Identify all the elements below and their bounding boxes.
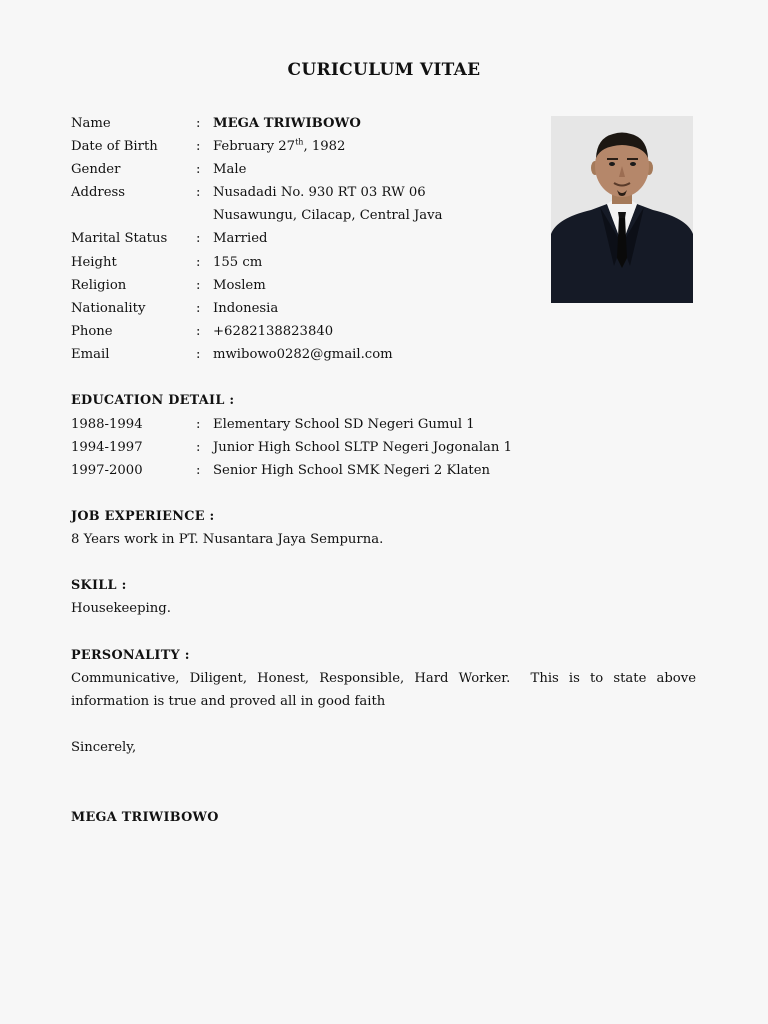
- email-value: mwibowo0282@gmail.com: [213, 347, 393, 362]
- separator: :: [196, 255, 201, 270]
- separator: :: [196, 324, 201, 339]
- education-heading: EDUCATION DETAIL :: [71, 393, 235, 408]
- nationality-label: Nationality: [71, 301, 146, 316]
- separator: :: [196, 347, 201, 362]
- personality-heading: PERSONALITY :: [71, 648, 190, 663]
- signature-name: MEGA TRIWIBOWO: [71, 810, 219, 825]
- education-school: Senior High School SMK Negeri 2 Klaten: [213, 463, 491, 478]
- education-years: 1994-1997: [71, 440, 143, 455]
- marital-value: Married: [213, 231, 268, 246]
- separator: :: [196, 231, 201, 246]
- education-school: Elementary School SD Negeri Gumul 1: [213, 417, 475, 432]
- separator: :: [196, 185, 201, 200]
- name-value: MEGA TRIWIBOWO: [213, 116, 361, 131]
- nationality-value: Indonesia: [213, 301, 279, 316]
- profile-photo: [551, 116, 693, 303]
- skill-text: Housekeeping.: [71, 601, 171, 616]
- job-heading: JOB EXPERIENCE :: [71, 509, 215, 524]
- religion-value: Moslem: [213, 278, 266, 293]
- separator: :: [196, 139, 201, 154]
- email-label: Email: [71, 347, 110, 362]
- education-years: 1988-1994: [71, 417, 143, 432]
- separator: :: [196, 116, 201, 131]
- address-line2: Nusawungu, Cilacap, Central Java: [213, 208, 443, 223]
- gender-value: Male: [213, 162, 247, 177]
- dob-value: February 27th, 1982: [213, 137, 346, 154]
- phone-label: Phone: [71, 324, 113, 339]
- height-label: Height: [71, 255, 117, 270]
- job-text: 8 Years work in PT. Nusantara Jaya Sempurna.: [71, 532, 384, 547]
- gender-label: Gender: [71, 162, 121, 177]
- separator: :: [196, 440, 201, 455]
- separator: :: [196, 463, 201, 478]
- separator: :: [196, 162, 201, 177]
- separator: :: [196, 278, 201, 293]
- name-label: Name: [71, 116, 111, 131]
- closing-text: Sincerely,: [71, 740, 137, 755]
- phone-value: +6282138823840: [213, 324, 334, 339]
- address-label: Address: [71, 185, 126, 200]
- education-school: Junior High School SLTP Negeri Jogonalan 1: [213, 440, 512, 455]
- address-line1: Nusadadi No. 930 RT 03 RW 06: [213, 185, 426, 200]
- separator: :: [196, 301, 201, 316]
- document-title: CURICULUM VITAE: [287, 60, 481, 80]
- religion-label: Religion: [71, 278, 127, 293]
- height-value: 155 cm: [213, 255, 263, 270]
- marital-label: Marital Status: [71, 231, 168, 246]
- dob-label: Date of Birth: [71, 139, 158, 154]
- skill-heading: SKILL :: [71, 578, 127, 593]
- education-years: 1997-2000: [71, 463, 143, 478]
- person-portrait-icon: [551, 116, 693, 303]
- separator: :: [196, 417, 201, 432]
- personality-text: Communicative, Diligent, Honest, Responsible, Hard Worker. This is to state above information is true and proved all in good faith: [71, 671, 701, 710]
